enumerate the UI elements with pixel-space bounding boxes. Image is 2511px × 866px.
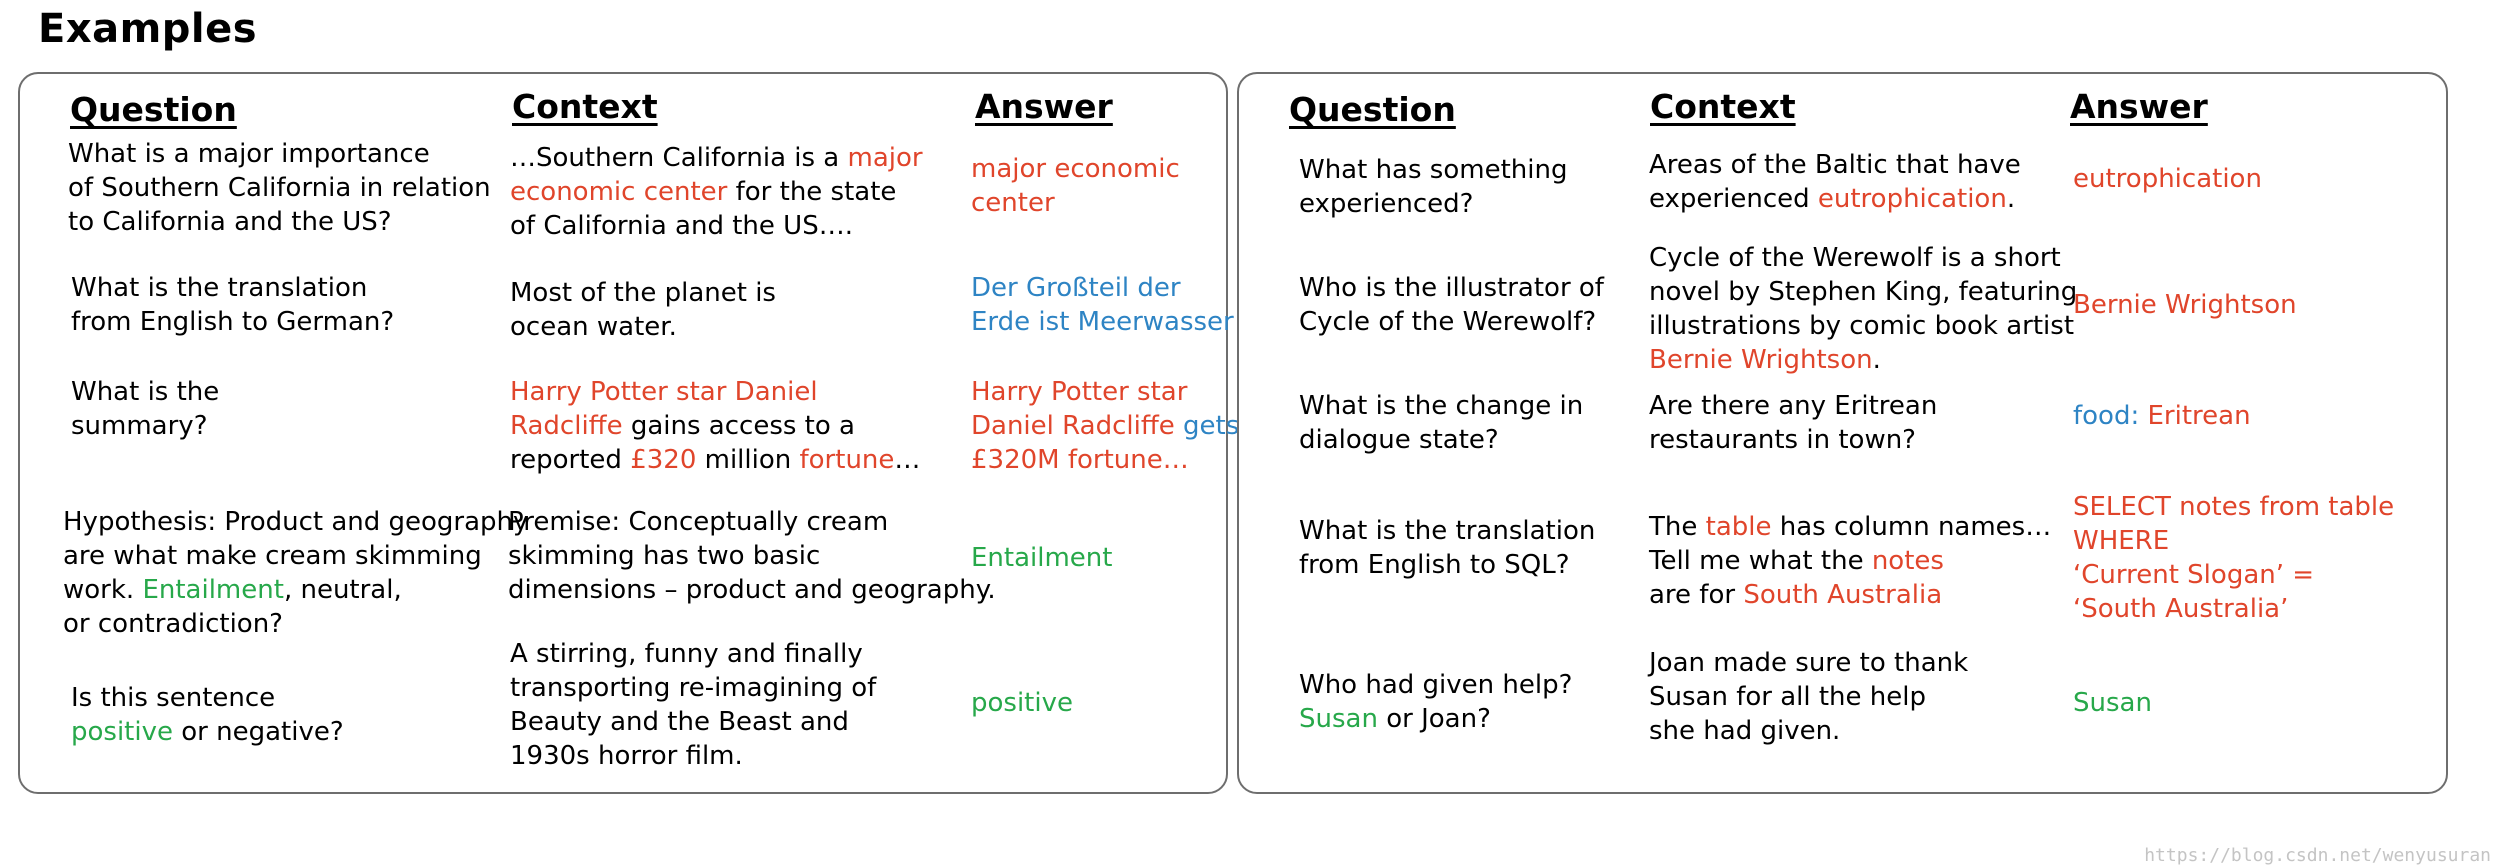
text-span: or negative? bbox=[172, 717, 344, 747]
text-span: has column names… Tell me what the bbox=[1649, 512, 2052, 576]
highlighted-span: Bernie Wrightson bbox=[1649, 345, 1873, 375]
text-span: Most of the planet is ocean water. bbox=[510, 278, 776, 342]
highlighted-span: positive bbox=[971, 688, 1073, 718]
answer-cell bbox=[971, 152, 1180, 220]
answer-cell bbox=[2073, 288, 2297, 322]
text-span: . bbox=[1872, 345, 1881, 375]
context-cell bbox=[1649, 148, 2021, 216]
answer-cell bbox=[971, 375, 1239, 477]
text-span: What is the change in dialogue state? bbox=[1299, 391, 1584, 455]
text-span: What is a major importance of Southern California in relation to California and the US? bbox=[68, 139, 491, 237]
answer-header: Answer bbox=[975, 87, 1113, 126]
answer-cell bbox=[2073, 490, 2394, 626]
highlighted-span: notes bbox=[1871, 546, 1944, 576]
context-header: Context bbox=[512, 87, 658, 126]
answer-cell bbox=[971, 686, 1073, 720]
watermark: https://blog.csdn.net/wenyusuran bbox=[2144, 845, 2491, 866]
context-cell bbox=[510, 141, 923, 243]
page-title: Examples bbox=[38, 6, 258, 52]
highlighted-span: Entailment bbox=[142, 575, 284, 605]
question-cell bbox=[68, 137, 491, 239]
highlighted-span: fortune bbox=[799, 445, 895, 475]
context-cell bbox=[510, 637, 876, 773]
text-span: What is the translation from English to SQL? bbox=[1299, 516, 1596, 580]
text-span: … bbox=[894, 445, 921, 475]
highlighted-span: £320M fortune… bbox=[971, 445, 1189, 475]
text-span: What is the summary? bbox=[71, 377, 220, 441]
context-cell bbox=[510, 375, 920, 477]
highlighted-span: food: bbox=[2073, 401, 2148, 431]
answer-cell bbox=[2073, 686, 2152, 720]
text-span: Are there any Eritrean restaurants in town? bbox=[1649, 391, 1938, 455]
highlighted-span: Der Großteil der Erde ist Meerwasser bbox=[971, 273, 1234, 337]
highlighted-span: SELECT notes from table WHERE ‘Current Slogan’ = ‘South Australia’ bbox=[2073, 492, 2395, 624]
context-header: Context bbox=[1650, 87, 1796, 126]
highlighted-span: major economic center bbox=[510, 143, 923, 207]
question-cell bbox=[1299, 271, 1604, 339]
highlighted-span: major economic center bbox=[971, 154, 1180, 218]
text-span: Cycle of the Werewolf is a short novel by Stephen King, featuring illustrations by comic book artist bbox=[1649, 243, 2078, 341]
answer-cell bbox=[2073, 162, 2262, 196]
question-header: Question bbox=[70, 90, 237, 129]
text-span: million bbox=[696, 445, 800, 475]
context-cell bbox=[1649, 646, 1968, 748]
question-cell bbox=[1299, 514, 1595, 582]
answer-cell bbox=[2073, 399, 2251, 433]
answer-header: Answer bbox=[2070, 87, 2208, 126]
question-header: Question bbox=[1289, 90, 1456, 129]
text-span: What is the translation from English to German? bbox=[71, 273, 395, 337]
context-cell bbox=[1649, 389, 1937, 457]
context-cell bbox=[510, 276, 776, 344]
text-span: Areas of the Baltic that have experienced bbox=[1649, 150, 2021, 214]
text-span: Premise: Conceptually cream skimming has two basic dimensions – product and geography. bbox=[508, 507, 996, 605]
text-span: for the state of California and the US…. bbox=[510, 177, 897, 241]
highlighted-span: Susan bbox=[2073, 688, 2152, 718]
question-cell bbox=[1299, 153, 1567, 221]
question-cell bbox=[1299, 389, 1583, 457]
answer-cell bbox=[971, 541, 1112, 575]
highlighted-span: Bernie Wrightson bbox=[2073, 290, 2297, 320]
text-span: . bbox=[2006, 184, 2016, 214]
highlighted-span: eutrophication bbox=[2073, 164, 2262, 194]
text-span: Hypothesis: Product and geography are what make cream skimming work. bbox=[63, 507, 529, 605]
highlighted-span: Susan bbox=[1299, 704, 1378, 734]
text-span: gains access to a reported bbox=[510, 411, 855, 475]
text-span: , neutral, or contradiction? bbox=[63, 575, 402, 639]
highlighted-span: positive bbox=[71, 717, 173, 747]
text-span: The bbox=[1649, 512, 1706, 542]
highlighted-span: Eritrean bbox=[2147, 401, 2251, 431]
highlighted-span: £320 bbox=[630, 445, 697, 475]
highlighted-span: table bbox=[1705, 512, 1772, 542]
text-span: are for bbox=[1649, 580, 1736, 610]
text-span: Is this sentence bbox=[71, 683, 276, 713]
question-cell bbox=[71, 375, 219, 443]
highlighted-span: gets bbox=[1174, 411, 1240, 441]
context-cell bbox=[508, 505, 996, 607]
text-span: What has something experienced? bbox=[1299, 155, 1568, 219]
question-cell bbox=[1299, 668, 1572, 736]
text-span: …Southern California is a bbox=[510, 143, 848, 173]
text-span: or Joan? bbox=[1377, 704, 1491, 734]
context-cell bbox=[1649, 510, 2051, 612]
question-cell bbox=[71, 271, 394, 339]
highlighted-span: eutrophication bbox=[1817, 184, 2007, 214]
highlighted-span: Entailment bbox=[971, 543, 1113, 573]
highlighted-span: Harry Potter star Daniel Radcliffe bbox=[510, 377, 818, 441]
answer-cell bbox=[971, 271, 1234, 339]
text-span: A stirring, funny and finally transporting re-imagining of Beauty and the Beast and 1930s horror film. bbox=[510, 639, 877, 771]
text-span: Who is the illustrator of Cycle of the Werewolf? bbox=[1299, 273, 1604, 337]
question-cell bbox=[71, 681, 344, 749]
context-cell bbox=[1649, 241, 2077, 377]
text-span: Joan made sure to thank Susan for all the help she had given. bbox=[1649, 648, 1969, 746]
highlighted-span: South Australia bbox=[1743, 580, 1943, 610]
highlighted-span: Harry Potter star Daniel Radcliffe bbox=[971, 377, 1188, 441]
text-span: Who had given help? bbox=[1299, 670, 1573, 700]
question-cell bbox=[63, 505, 528, 641]
